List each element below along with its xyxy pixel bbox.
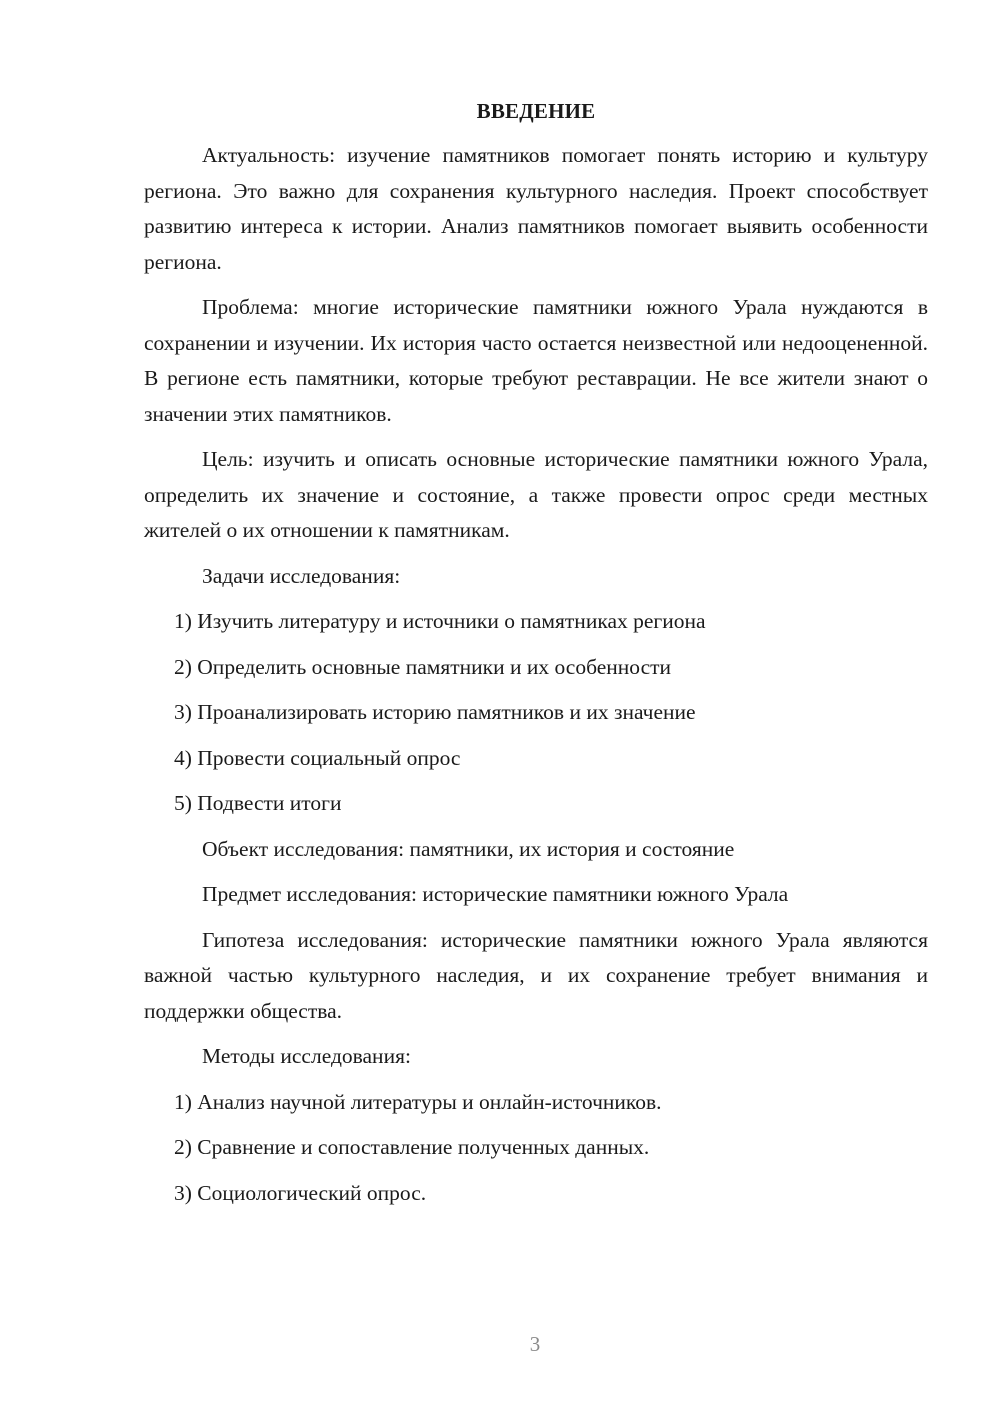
- problem-paragraph: Проблема: многие исторические памятники южного Урала нуждаются в сохранении и изучении. Их история часто остается неизвестной или недооцененной. В регионе есть памятники, которые требуют реставрации. Не все жители знают о значении этих памятников.: [144, 295, 928, 426]
- relevance-paragraph: Актуальность: изучение памятников помогает понять историю и культуру региона. Это важно для сохранения культурного наследия. Проект способствует развитию интереса к истории. Анализ памятников помогает выявить особенности региона.: [144, 143, 928, 274]
- list-item: 5) Подвести итоги: [174, 791, 342, 815]
- list-item: 1) Изучить литературу и источники о памятниках региона: [174, 609, 706, 633]
- list-item: 4) Провести социальный опрос: [174, 745, 461, 770]
- page-number: 3: [529, 1332, 541, 1356]
- list-item: 3) Социологический опрос.: [174, 1180, 427, 1205]
- list-item: 2) Определить основные памятники и их особенности: [174, 654, 672, 679]
- methods-list: [144, 1085, 928, 1212]
- research-subject: Предмет исследования: исторические памятники южного Урала: [202, 882, 789, 906]
- page-title: ВВЕДЕНИЕ: [476, 99, 596, 123]
- tasks-list: [144, 604, 928, 822]
- hypothesis-paragraph: Гипотеза исследования: исторические памятники южного Урала являются важной частью культурного наследия, и их сохранение требует внимания и поддержки общества.: [144, 927, 928, 1023]
- page-content: [144, 96, 928, 1221]
- methods-label: Методы исследования:: [202, 1044, 411, 1068]
- goal-paragraph: Цель: изучить и описать основные исторические памятники южного Урала, определить их значение и состояние, а также провести опрос среди местных жителей о их отношении к памятникам.: [144, 447, 928, 542]
- tasks-label: Задачи исследования:: [202, 563, 401, 588]
- list-item: 3) Проанализировать историю памятников и их значение: [174, 700, 696, 724]
- list-item: 1) Анализ научной литературы и онлайн-источников.: [174, 1089, 662, 1114]
- research-object: Объект исследования: памятники, их история и состояние: [202, 836, 735, 861]
- list-item: 2) Сравнение и сопоставление полученных данных.: [174, 1135, 650, 1159]
